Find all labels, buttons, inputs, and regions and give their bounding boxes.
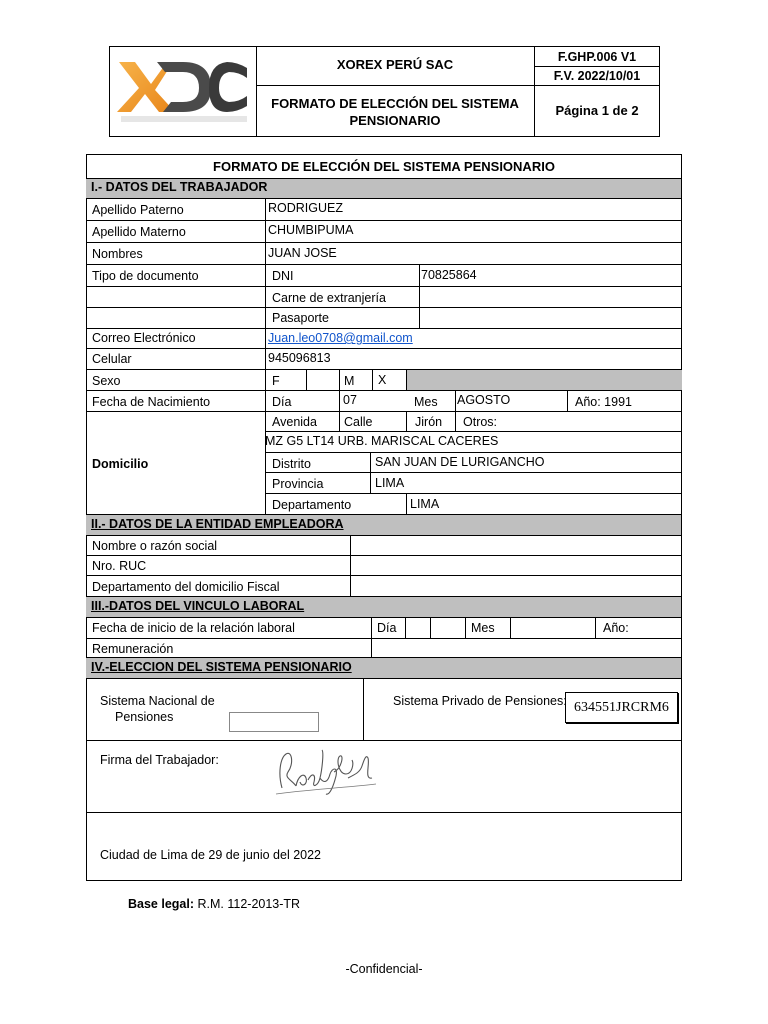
dia-label: Día — [272, 395, 292, 409]
fecha-inicio-label: Fecha de inicio de la relación laboral — [92, 621, 295, 635]
base-legal-label: Base legal: — [128, 897, 195, 911]
distrito-value: SAN JUAN DE LURIGANCHO — [375, 455, 545, 469]
document-title-text: FORMATO DE ELECCIÓN DEL SISTEMA PENSIONARIO — [271, 96, 519, 128]
form-title: FORMATO DE ELECCIÓN DEL SISTEMA PENSIONARIO — [213, 159, 555, 174]
mes-label: Mes — [414, 395, 438, 409]
doc-option-dni: DNI — [272, 269, 294, 283]
apellido-paterno-label: Apellido Paterno — [92, 203, 184, 217]
provincia-value: LIMA — [375, 476, 405, 490]
base-legal — [128, 897, 300, 911]
vinculo-dia-label: Día — [377, 621, 397, 635]
anio-value: Año: 1991 — [575, 395, 632, 409]
distrito-label: Distrito — [272, 457, 311, 471]
doc-option-pasaporte: Pasaporte — [272, 311, 329, 325]
dni-number: 70825864 — [421, 268, 477, 282]
direccion-value: MZ G5 LT14 URB. MARISCAL CACERES — [265, 434, 499, 448]
section-4-title: IV.-ELECCION DEL SISTEMA PENSIONARIO — [91, 660, 352, 674]
section-3-title: III.-DATOS DEL VINCULO LABORAL — [91, 599, 305, 613]
section-3-header — [86, 597, 681, 617]
doc-option-carne: Carne de extranjería — [272, 291, 386, 305]
document-code: F.GHP.006 V1 — [557, 50, 637, 64]
nombres-label: Nombres — [92, 247, 143, 261]
via-jiron: Jirón — [415, 415, 443, 429]
spp-code-box[interactable] — [565, 692, 678, 723]
domicilio-label: Domicilio — [92, 457, 149, 471]
fecha-nacimiento-label: Fecha de Nacimiento — [92, 395, 211, 409]
sexo-shaded-area — [406, 370, 682, 390]
correo-link[interactable]: Juan.leo0708@gmail.com — [268, 331, 413, 345]
snp-checkbox[interactable] — [229, 712, 319, 732]
section-1-title: I.- DATOS DEL TRABAJADOR — [91, 180, 268, 194]
snp-label-line1: Sistema Nacional de — [100, 694, 215, 708]
mes-value: AGOSTO — [457, 393, 511, 407]
tipo-documento-label: Tipo de documento — [92, 269, 199, 283]
domicilio-fiscal-label: Departamento del domicilio Fiscal — [92, 580, 280, 594]
page-number: Página 1 de 2 — [555, 103, 639, 118]
via-calle: Calle — [344, 415, 373, 429]
section-1-header — [86, 178, 681, 198]
company-name: XOREX PERÚ SAC — [336, 57, 454, 72]
section-4-header — [86, 658, 681, 678]
document-version: F.V. 2022/10/01 — [553, 69, 641, 83]
sexo-m: M — [344, 374, 355, 388]
remuneracion-label: Remuneración — [92, 642, 174, 656]
sexo-f: F — [272, 374, 280, 388]
via-avenida: Avenida — [272, 415, 317, 429]
apellido-materno-label: Apellido Materno — [92, 225, 186, 239]
departamento-label: Departamento — [272, 498, 352, 512]
firma-label: Firma del Trabajador: — [100, 753, 219, 767]
vinculo-mes-label: Mes — [471, 621, 495, 635]
celular-value: 945096813 — [268, 351, 331, 365]
apellido-paterno-value: RODRIGUEZ — [268, 201, 343, 215]
correo-label: Correo Electrónico — [92, 331, 196, 345]
document-title — [256, 95, 534, 129]
signature — [272, 744, 380, 800]
section-2-title: II.- DATOS DE LA ENTIDAD EMPLEADORA — [91, 517, 344, 531]
company-logo — [113, 50, 253, 134]
apellido-materno-value: CHUMBIPUMA — [268, 223, 354, 237]
confidencial-footer: -Confidencial- — [345, 962, 423, 976]
ciudad-fecha: Ciudad de Lima de 29 de junio del 2022 — [100, 848, 322, 862]
spp-label: Sistema Privado de Pensiones: — [393, 694, 567, 708]
celular-label: Celular — [92, 352, 132, 366]
snp-label-line2: Pensiones — [115, 710, 174, 724]
via-otros: Otros: — [463, 415, 498, 429]
departamento-value: LIMA — [410, 497, 440, 511]
nombres-value: JUAN JOSE — [268, 246, 337, 260]
section-2-header — [86, 515, 681, 535]
base-legal-value: R.M. 112-2013-TR — [197, 897, 301, 911]
vinculo-anio-label: Año: — [603, 621, 629, 635]
dia-value: 07 — [343, 393, 357, 407]
spp-code: 634551JRCRM6 — [574, 700, 669, 715]
razon-social-label: Nombre o razón social — [92, 539, 218, 553]
sexo-label: Sexo — [92, 374, 121, 388]
provincia-label: Provincia — [272, 477, 324, 491]
ruc-label: Nro. RUC — [92, 559, 147, 573]
sexo-mark: X — [378, 373, 387, 387]
